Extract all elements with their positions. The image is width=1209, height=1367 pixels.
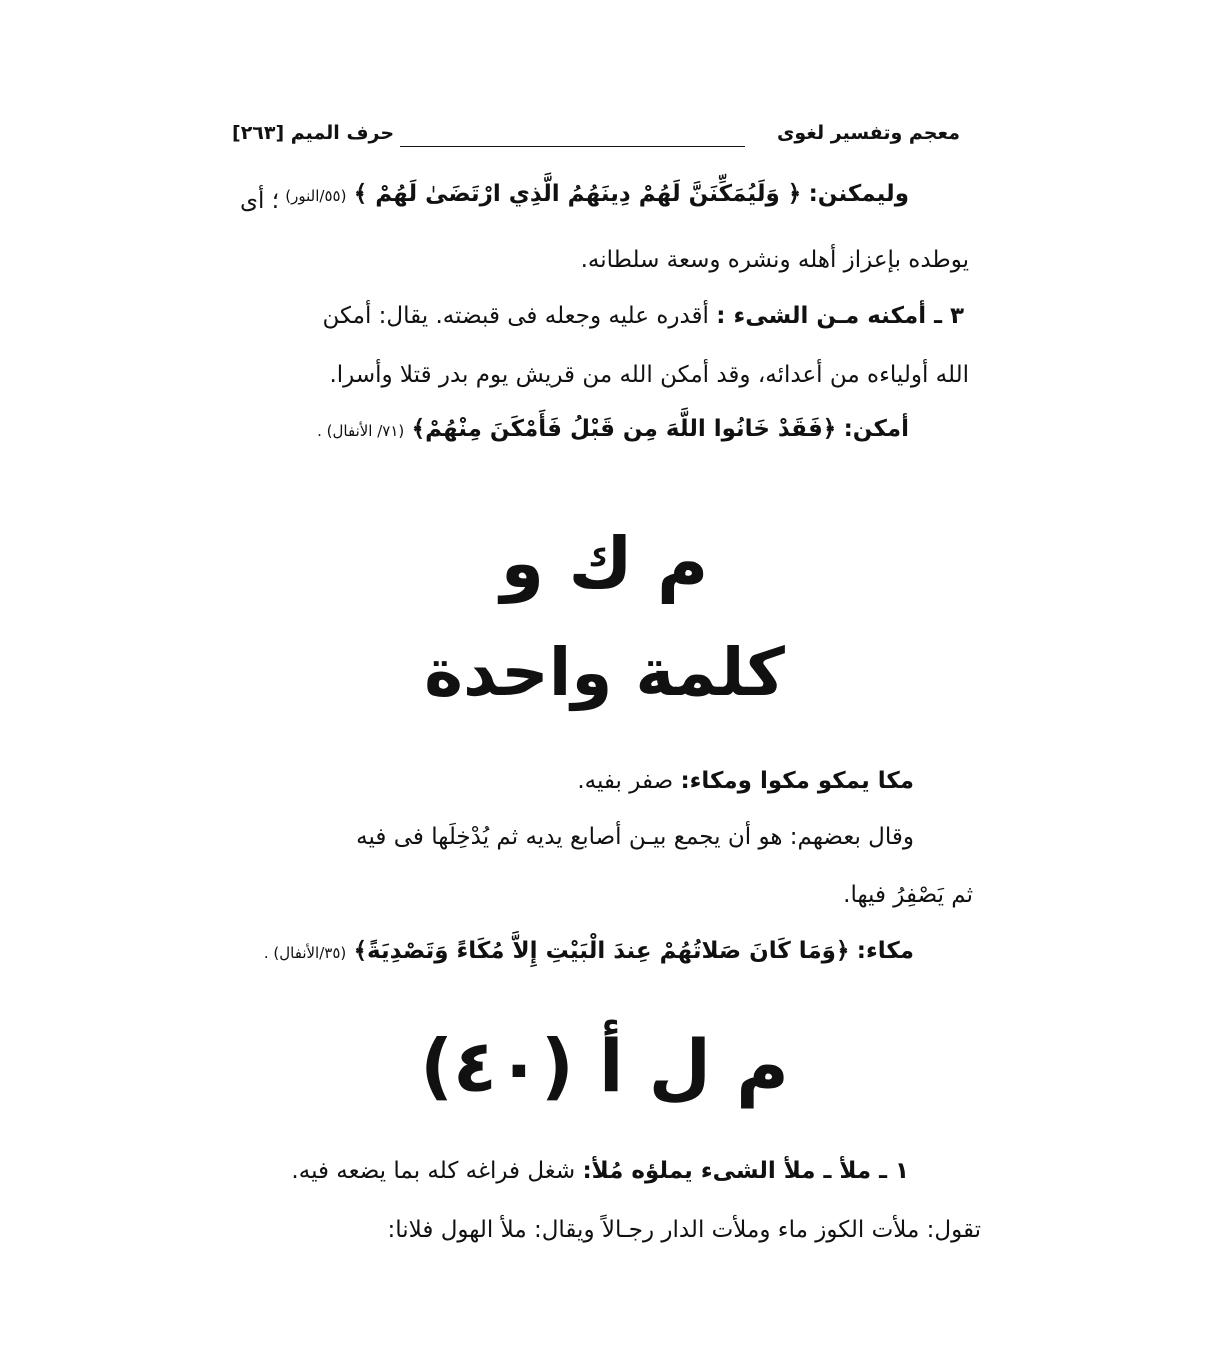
entry1-line2: يوطده بإعزاز أهله ونشره وسعة سلطانه. — [580, 247, 969, 273]
entry1-lead-word: وليمكنن: — [808, 181, 909, 207]
entry2-line4-lead: مكاء: — [856, 938, 914, 964]
entry1-line1 — [285, 183, 909, 206]
entry1-subentry-lead: ٣ ـ أمكنه مـن الشىء : — [716, 303, 964, 329]
quran-quote: ﴿ وَلَيُمَكِّنَنَّ لَهُمْ دِينَهُمُ الَّذِي ارْتَضَىٰ لَهُمْ ﴾ — [353, 181, 802, 207]
book-title: معجم وتفسير لغوى — [776, 122, 960, 144]
entry1-subentry-text: أقدره عليه وجعله فى قبضته. يقال: أمكن — [322, 303, 709, 329]
entry2-line2: وقال بعضهم: هو أن يجمع بيـن أصابع يديه ثم يُدْخِلَها فى فيه — [356, 824, 914, 850]
quran-reference: (٧١/ الأنفال) . — [317, 422, 405, 440]
entry3-line1 — [291, 1160, 909, 1183]
root-subtitle: كلمة واحدة — [424, 634, 785, 711]
quran-reference: (٣٥/الأنفال) . — [263, 944, 347, 962]
entry1-line5-lead: أمكن: — [843, 416, 909, 442]
entry1-line3 — [240, 305, 964, 328]
root-heading: م ل أ (٤٠) — [420, 1024, 789, 1108]
entry2-line1 — [577, 770, 914, 793]
running-header — [232, 122, 960, 156]
root-heading: م ك و — [500, 522, 709, 604]
header-rule — [400, 146, 745, 147]
entry3-lead: ١ ـ ملأ ـ ملأ الشىء يملؤه مُلأ: — [582, 1158, 909, 1184]
entry3-line2: تقول: ملأت الكوز ماء وملأت الدار رجـالاً ويقال: ملأ الهول فلانا: — [387, 1217, 981, 1243]
quran-reference: (٥٥/النور) — [285, 187, 347, 205]
entry1-line4: الله أولياءه من أعدائه، وقد أمكن الله من قريش يوم بدر قتلا وأسرا. — [329, 362, 969, 388]
entry2-lead: مكا يمكو مكوا ومكاء: — [680, 768, 914, 794]
entry2-definition: صفر بفيه. — [577, 768, 674, 794]
entry1-line1-tail: ؛ أى — [240, 188, 280, 214]
entry3-definition: شغل فراغه كله بما يضعه فيه. — [291, 1158, 576, 1184]
section-label: حرف الميم [٢٦٣] — [232, 122, 395, 144]
entry1-line5 — [317, 418, 909, 441]
entry2-line3: ثم يَصْفِرُ فيها. — [843, 882, 973, 908]
quran-quote: ﴿وَمَا كَانَ صَلاتُهُمْ عِندَ الْبَيْتِ إِلاَّ مُكَاءً وَتَصْدِيَةً﴾ — [353, 938, 850, 964]
entry2-line4 — [264, 940, 914, 963]
quran-quote: ﴿فَقَدْ خَانُوا اللَّهَ مِن قَبْلُ فَأَمْكَنَ مِنْهُمْ﴾ — [411, 416, 837, 442]
